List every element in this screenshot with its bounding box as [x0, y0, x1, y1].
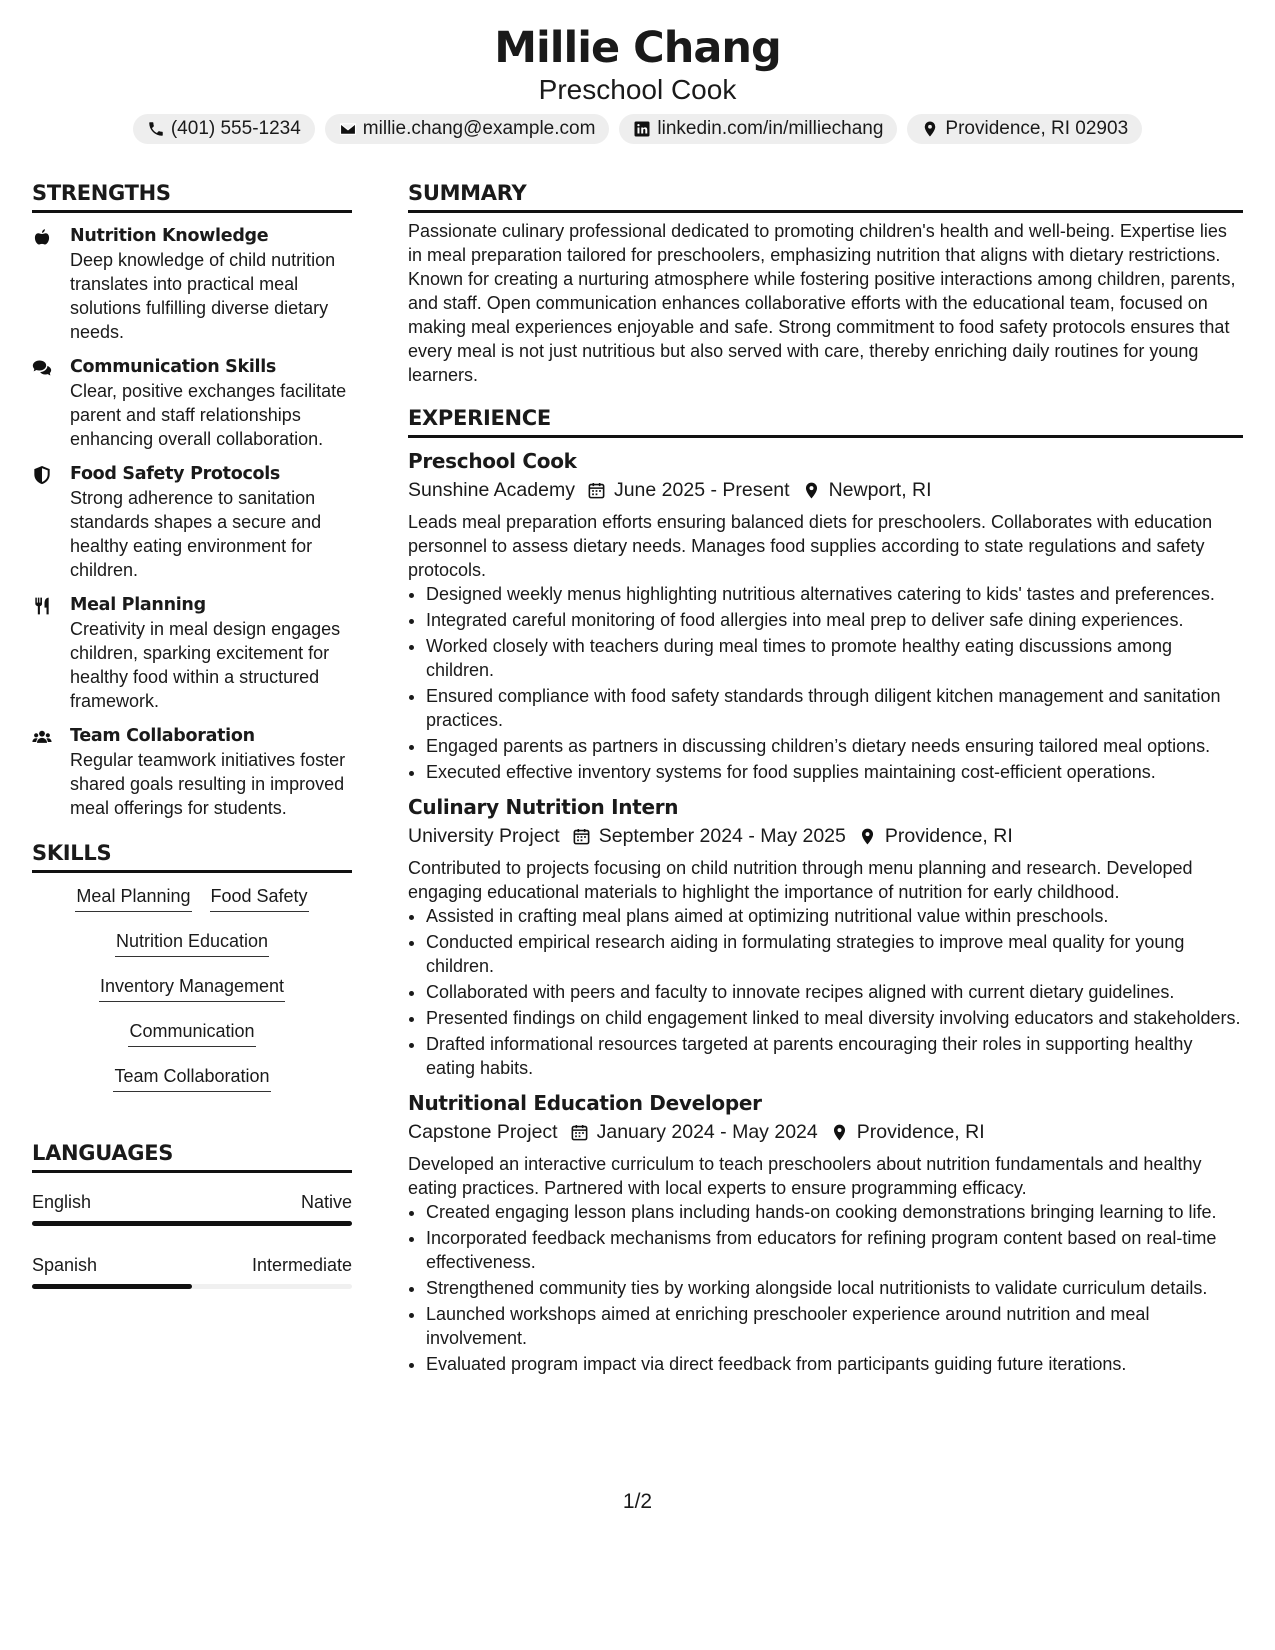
skill-tag: Communication [128, 1018, 255, 1047]
job-meta [408, 476, 1243, 504]
job-title: Culinary Nutrition Intern [408, 795, 679, 819]
skills-heading: SKILLS [32, 838, 352, 873]
job-title: Preschool Cook [408, 449, 577, 473]
job-location: Providence, RI [856, 1121, 985, 1143]
job-dates: September 2024 - May 2025 [598, 825, 846, 847]
job-bullets [408, 904, 1243, 1080]
strength-desc: Regular teamwork initiatives foster shared goals resulting in improved meal offerings for students. [70, 750, 346, 818]
contact-phone-text: (401) 555-1234 [170, 118, 301, 139]
job-description: Developed an interactive curriculum to teach preschoolers about nutrition fundamentals and healthy eating practices. Partnered with local experts to ensure programming efficacy. [408, 1154, 1202, 1198]
job-bullet: • Created engaging lesson plans including hands-on cooking demonstrations bringing learning to life. [426, 1200, 1243, 1224]
contact-bar [0, 114, 1275, 144]
job-location: Providence, RI [884, 825, 1013, 847]
right-column [408, 178, 1243, 1378]
language-name: English [32, 1192, 92, 1212]
contact-email[interactable] [325, 114, 610, 144]
strength-desc: Deep knowledge of child nutrition translates into practical meal solutions fulfilling diverse dietary needs. [70, 250, 336, 342]
job-entry [408, 1090, 1243, 1376]
experience-heading: EXPERIENCE [408, 403, 1243, 438]
strength-desc: Creativity in meal design engages children, sparking excitement for healthy food within a structured framework. [70, 619, 341, 711]
skill-tag: Nutrition Education [115, 928, 269, 957]
job-bullet: • Launched workshops aimed at enriching preschooler experience around nutrition and meal involvement. [426, 1302, 1243, 1350]
job-entry [408, 448, 1243, 784]
location-pin-icon [921, 120, 939, 138]
resume-header [0, 0, 1275, 144]
language-level: Native [300, 1192, 352, 1212]
person-name: Millie Chang [494, 23, 781, 73]
job-headline: Preschool Cook [538, 74, 737, 105]
left-column [32, 178, 352, 1289]
contact-location-text: Providence, RI 02903 [945, 118, 1129, 139]
job-meta [408, 1118, 1243, 1146]
job-bullet: • Conducted empirical research aiding in formulating strategies to improve meal quality for young children. [426, 930, 1243, 978]
strength-item [32, 593, 352, 713]
job-title: Nutritional Education Developer [408, 1091, 762, 1115]
apple-icon [32, 227, 52, 247]
strengths-heading: STRENGTHS [32, 178, 352, 213]
language-item [32, 1191, 352, 1226]
job-entry [408, 794, 1243, 1080]
strength-title: Nutrition Knowledge [70, 226, 269, 246]
location-pin-icon [830, 1123, 849, 1142]
job-org: Sunshine Academy [408, 479, 575, 501]
shield-icon [32, 465, 52, 485]
job-bullet: • Incorporated feedback mechanisms from educators for refining program content based on real-time effectiveness. [426, 1226, 1243, 1274]
calendar-icon [587, 481, 606, 500]
job-location: Newport, RI [828, 479, 932, 501]
strength-title: Food Safety Protocols [70, 464, 281, 484]
skill-tag: Inventory Management [99, 973, 285, 1002]
language-level: Intermediate [251, 1255, 352, 1275]
job-dates: June 2025 - Present [613, 479, 790, 501]
job-bullet: • Worked closely with teachers during meal times to promote healthy eating discussions among children. [426, 634, 1243, 682]
language-name: Spanish [32, 1255, 98, 1275]
job-bullet: • Executed effective inventory systems for food supplies maintaining cost-efficient operations. [426, 760, 1243, 784]
job-org: University Project [408, 825, 560, 847]
job-bullet: • Drafted informational resources targeted at parents encouraging their roles in supporting healthy eating habits. [426, 1032, 1243, 1080]
calendar-icon [572, 827, 591, 846]
skill-tag: Meal Planning [75, 883, 191, 912]
strength-desc: Strong adherence to sanitation standards shapes a secure and healthy eating environment for children. [70, 488, 322, 580]
job-bullet: • Evaluated program impact via direct feedback from participants guiding future iterations. [426, 1352, 1243, 1376]
language-proficiency-bar [32, 1284, 352, 1289]
job-bullet: • Engaged parents as partners in discussing children’s dietary needs ensuring tailored meal options. [426, 734, 1243, 758]
job-bullet: • Integrated careful monitoring of food allergies into meal prep to deliver safe dining experiences. [426, 608, 1243, 632]
job-bullet: • Collaborated with peers and faculty to innovate recipes aligned with current dietary guidelines. [426, 980, 1243, 1004]
page-number: 1/2 [622, 1490, 653, 1513]
job-bullet: • Ensured compliance with food safety standards through diligent kitchen management and sanitation practices. [426, 684, 1243, 732]
strength-item [32, 355, 352, 451]
strength-title: Meal Planning [70, 595, 206, 615]
envelope-icon [339, 120, 357, 138]
comments-icon [32, 358, 52, 378]
job-org: Capstone Project [408, 1121, 558, 1143]
linkedin-icon [633, 120, 651, 138]
proficiency-fill [32, 1221, 352, 1226]
strength-title: Communication Skills [70, 357, 277, 377]
skill-tag: Team Collaboration [113, 1063, 270, 1092]
job-bullet: • Assisted in crafting meal plans aimed at optimizing nutritional value within preschools. [426, 904, 1243, 928]
job-bullet: • Presented findings on child engagement linked to meal diversity involving educators and stakeholders. [426, 1006, 1243, 1030]
strength-title: Team Collaboration [70, 726, 255, 746]
phone-icon [147, 120, 165, 138]
summary-text: Passionate culinary professional dedicated to promoting children's health and well-being. Expertise lies in meal preparation tailored for preschoolers, emphasizing nutrition that aligns with dietary restrictions. Known for creating a nurturing atmosphere while fostering positive interactions among children, parents, and staff. Open communication enhances collaborative efforts with the educational team, focused on making meal experiences enjoyable and safe. Strong commitment to food safety protocols ensures that every meal is not just nutritious but also served with care, thereby enriching daily routines for young learners. [408, 221, 1236, 385]
skill-tag: Food Safety [210, 883, 309, 912]
job-description: Leads meal preparation efforts ensuring balanced diets for preschoolers. Collaborates with education personnel to assess dietary needs. Manages food supplies according to state regulations and safety protocols. [408, 512, 1213, 580]
languages-heading: LANGUAGES [32, 1138, 352, 1173]
location-pin-icon [858, 827, 877, 846]
contact-linkedin[interactable] [619, 114, 897, 144]
contact-phone[interactable] [133, 114, 315, 144]
job-bullets [408, 1200, 1243, 1376]
utensils-icon [32, 596, 52, 616]
proficiency-fill [32, 1284, 192, 1289]
contact-location [907, 114, 1142, 144]
contact-email-text: millie.chang@example.com [362, 118, 596, 139]
strength-desc: Clear, positive exchanges facilitate parent and staff relationships enhancing overall collaboration. [70, 381, 347, 449]
job-description: Contributed to projects focusing on child nutrition through menu planning and research. Developed engaging educational materials to highlight the importance of nutrition for early childhood. [408, 858, 1193, 902]
job-bullets [408, 582, 1243, 784]
strength-item [32, 724, 352, 820]
calendar-icon [570, 1123, 589, 1142]
strength-item [32, 462, 352, 582]
language-item [32, 1254, 352, 1289]
location-pin-icon [802, 481, 821, 500]
summary-heading: SUMMARY [408, 178, 1243, 213]
contact-linkedin-text: linkedin.com/in/milliechang [657, 118, 884, 139]
job-meta [408, 822, 1243, 850]
users-icon [32, 727, 52, 747]
skills-list [32, 873, 352, 1092]
job-bullet: • Strengthened community ties by working alongside local nutritionists to validate curriculum details. [426, 1276, 1243, 1300]
job-bullet: • Designed weekly menus highlighting nutritious alternatives catering to kids' tastes and preferences. [426, 582, 1243, 606]
language-proficiency-bar [32, 1221, 352, 1226]
job-dates: January 2024 - May 2024 [596, 1121, 818, 1143]
strength-item [32, 224, 352, 344]
